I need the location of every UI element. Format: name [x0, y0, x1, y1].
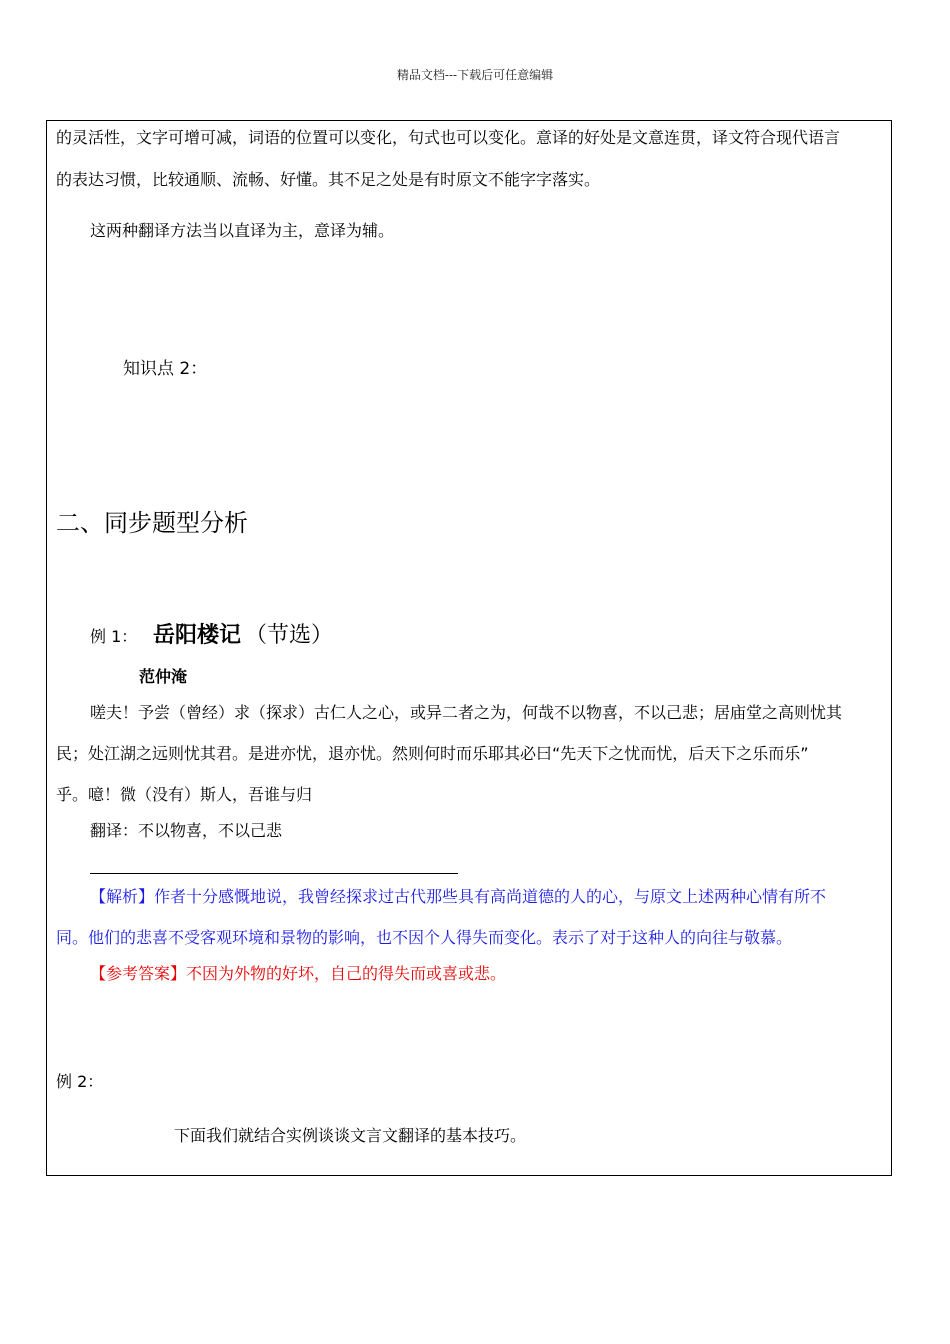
- example-1-text-line: 嗟夫！予尝（曾经）求（探求）古仁人之心，或异二者之为，何哉不以物喜，不以己悲；居庙堂之高则忧其: [90, 703, 843, 722]
- divider-rule: [90, 873, 458, 874]
- example-1-label: 例 1：: [90, 627, 138, 646]
- example-1-text-line: 乎。噫！微（没有）斯人，吾谁与归: [56, 785, 313, 804]
- example-1-title: 岳阳楼记: [153, 623, 242, 648]
- example-1-answer: 【参考答案】不因为外物的好坏，自己的得失而或喜或悲。: [90, 964, 507, 983]
- example-2-label: 例 2：: [56, 1072, 104, 1091]
- example-1-author: 范仲淹: [139, 667, 188, 686]
- example-1-translate: 翻译：不以物喜，不以己悲: [90, 821, 283, 840]
- example-1-title-note: （节选）: [245, 623, 334, 648]
- knowledge-point-label: 知识点 2：: [123, 359, 208, 379]
- paragraph-line: 这两种翻译方法当以直译为主，意译为辅。: [90, 221, 395, 240]
- paragraph-line: 的灵活性，文字可增可减，词语的位置可以变化，句式也可以变化。意译的好处是文意连贯，译文符合现代语言: [56, 128, 841, 147]
- paragraph-line: 的表达习惯，比较通顺、流畅、好懂。其不足之处是有时原文不能字字落实。: [56, 170, 601, 189]
- example-1-analysis-line: 同。他们的悲喜不受客观环境和景物的影响，也不因个人得失而变化。表示了对于这种人的向往与敬慕。: [56, 928, 793, 947]
- closing-text: 下面我们就结合实例谈谈文言文翻译的基本技巧。: [174, 1126, 527, 1145]
- example-1-text-line: 民；处江湖之远则忧其君。是进亦忧，退亦忧。然则何时而乐耶其必曰“先天下之忧而忧，后天下之乐而乐”: [56, 744, 809, 763]
- section-heading: 二、同步题型分析: [56, 509, 248, 537]
- page-header: 精品文档---下载后可任意编辑: [396, 68, 554, 82]
- example-1-analysis-line: 【解析】作者十分感慨地说，我曾经探求过古代那些具有高尚道德的人的心，与原文上述两种心情有所不: [90, 887, 827, 906]
